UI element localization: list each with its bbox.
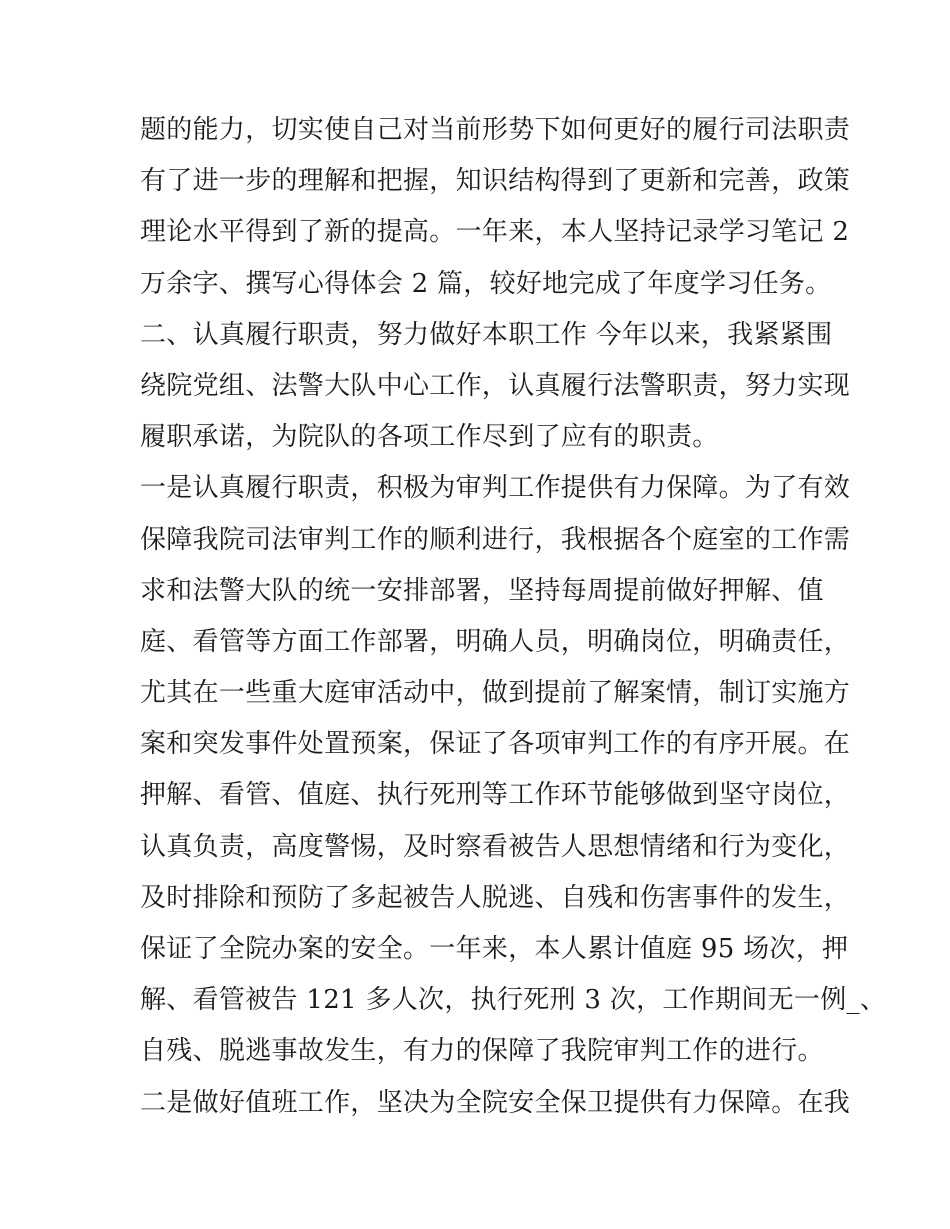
text-line: 及时排除和预防了多起被告人脱逃、自残和伤害事件的发生， xyxy=(140,882,851,913)
text-line: 有了进一步的理解和把握，知识结构得到了更新和完善，政策 xyxy=(140,166,851,197)
text-line: 认真负责，高度警惕，及时察看被告人思想情绪和行为变化， xyxy=(140,831,851,862)
text-line: 解、看管被告 121 多人次，执行死刑 3 次，工作期间无一例_、 xyxy=(140,985,887,1016)
text-line: 庭、看管等方面工作部署，明确人员，明确岗位，明确责任， xyxy=(140,626,851,657)
text-line: 履职承诺，为院队的各项工作尽到了应有的职责。 xyxy=(140,422,719,453)
text-line: 保障我院司法审判工作的顺利进行，我根据各个庭室的工作需 xyxy=(140,524,851,555)
text-line: 二、认真履行职责，努力做好本职工作 今年以来，我紧紧围 xyxy=(140,319,833,350)
text-line: 二是做好值班工作，坚决为全院安全保卫提供有力保障。在我 xyxy=(140,1087,851,1118)
text-line: 求和法警大队的统一安排部署，坚持每周提前做好押解、值 xyxy=(140,575,824,606)
text-line: 保证了全院办案的安全。一年来，本人累计值庭 95 场次，押 xyxy=(140,934,849,964)
text-line: 案和突发事件处置预案，保证了各项审判工作的有序开展。在 xyxy=(140,729,851,760)
text-line: 尤其在一些重大庭审活动中，做到提前了解案情，制订实施方 xyxy=(140,678,851,709)
text-line: 自残、脱逃事故发生，有力的保障了我院审判工作的进行。 xyxy=(140,1036,824,1067)
text-line: 题的能力，切实使自己对当前形势下如何更好的履行司法职责 xyxy=(140,115,851,145)
body-text xyxy=(140,105,887,1129)
text-line: 一是认真履行职责，积极为审判工作提供有力保障。为了有效 xyxy=(140,473,851,504)
text-line: 绕院党组、法警大队中心工作，认真履行法警职责，努力实现 xyxy=(140,370,851,401)
text-line: 押解、看管、值庭、执行死刑等工作环节能够做到坚守岗位， xyxy=(140,780,851,811)
text-line: 万余字、撰写心得体会 2 篇，较好地完成了年度学习任务。 xyxy=(140,268,832,299)
text-line: 理论水平得到了新的提高。一年来，本人坚持记录学习笔记 2 xyxy=(140,217,850,248)
